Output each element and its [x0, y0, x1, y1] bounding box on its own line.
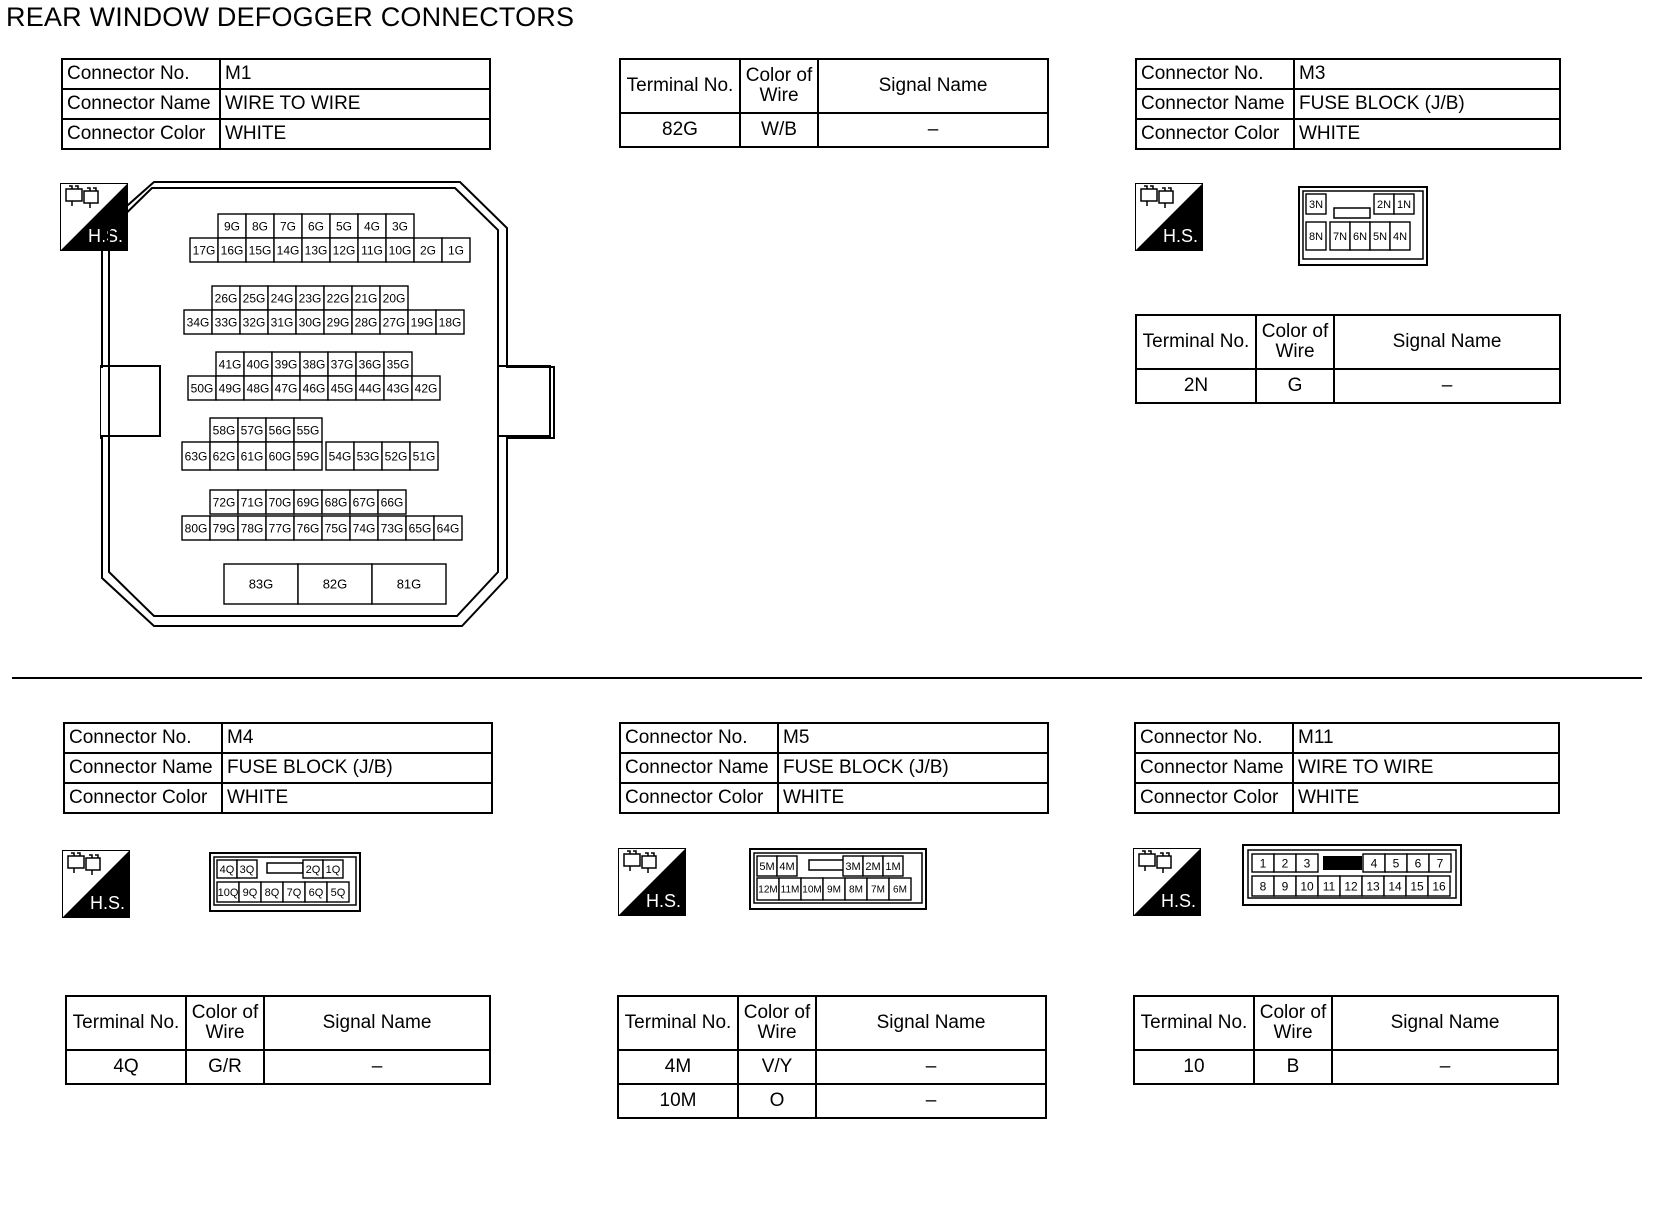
connector-color-label: Connector Color [62, 119, 220, 149]
pin-label: 66G [380, 495, 404, 510]
connector-no-label: Connector No. [620, 723, 778, 753]
pin-label: 12M [758, 884, 778, 896]
terminal-cell: 10M [618, 1084, 738, 1118]
signal-cell: – [1334, 369, 1560, 403]
pin-label: 6N [1352, 230, 1368, 243]
wire-color-header: Color of Wire [1254, 996, 1332, 1050]
pin-label: 7 [1436, 856, 1444, 871]
pin-label: 5M [759, 860, 775, 873]
pin-label: 58G [212, 423, 236, 438]
table-row [1134, 1050, 1558, 1084]
connector-name-value: WIRE TO WIRE [220, 89, 490, 119]
terminal-no-header: Terminal No. [66, 996, 186, 1050]
pin-label: 15G [248, 243, 272, 258]
pin-label: 5N [1372, 230, 1388, 243]
pin-label: 9 [1281, 879, 1289, 894]
connector-name-label: Connector Name [1135, 753, 1293, 783]
pin-label: 52G [384, 449, 408, 464]
pin-label: 26G [214, 291, 238, 306]
connector-face-m11 [1242, 844, 1464, 908]
pin-label: 8N [1308, 230, 1324, 243]
pin-label: 7Q [286, 886, 302, 899]
connector-info-m11 [1134, 722, 1560, 814]
connector-no-label: Connector No. [1136, 59, 1294, 89]
pin-label: 63G [184, 449, 208, 464]
pin-label: 73G [380, 521, 404, 536]
pin-label: 81G [396, 576, 422, 592]
pin-label: 13G [304, 243, 328, 258]
pin-label: 10G [388, 243, 412, 258]
pin-label: 11G [361, 243, 383, 258]
pin-label: 54G [328, 449, 352, 464]
signal-name-header: Signal Name [1334, 315, 1560, 369]
svg-text:H.S.: H.S. [646, 891, 682, 911]
terminal-cell: 2N [1136, 369, 1256, 403]
wire-color-cell: O [738, 1084, 816, 1118]
connector-name-label: Connector Name [620, 753, 778, 783]
section-divider [12, 677, 1642, 679]
pin-label: 8 [1259, 879, 1267, 894]
pin-label: 49G [218, 381, 242, 396]
connector-color-label: Connector Color [64, 783, 222, 813]
pin-label: 5G [335, 219, 353, 234]
harness-side-icon [62, 850, 130, 918]
pin-label: 50G [190, 381, 214, 396]
connector-no-label: Connector No. [1135, 723, 1293, 753]
connector-color-value: WHITE [220, 119, 490, 149]
connector-no-value: M3 [1294, 59, 1560, 89]
pin-label: 9M [827, 884, 841, 896]
pin-label: 48G [246, 381, 270, 396]
pin-label: 1N [1396, 198, 1412, 211]
pin-label: 14 [1388, 879, 1402, 894]
pin-label: 4G [363, 219, 381, 234]
pin-label: 65G [408, 521, 432, 536]
connector-color-value: WHITE [1294, 119, 1560, 149]
pin-label: 6Q [308, 886, 324, 899]
pin-label: 39G [274, 357, 298, 372]
connector-face-m3 [1298, 186, 1430, 270]
pin-label: 1M [885, 860, 901, 873]
table-row [1136, 369, 1560, 403]
signal-cell: – [1332, 1050, 1558, 1084]
terminal-no-header: Terminal No. [1134, 996, 1254, 1050]
terminal-cell: 4M [618, 1050, 738, 1084]
pin-label: 20G [382, 291, 406, 306]
pin-label: 46G [302, 381, 326, 396]
svg-text:H.S.: H.S. [90, 893, 126, 913]
pin-label: 4M [779, 860, 795, 873]
connector-info-m4 [63, 722, 493, 814]
harness-side-icon [1135, 183, 1203, 251]
pin-label: 3N [1308, 198, 1324, 211]
terminal-table-m3 [1135, 314, 1561, 404]
pin-label: 33G [214, 315, 238, 330]
pin-label: 8G [251, 219, 269, 234]
wire-color-cell: V/Y [738, 1050, 816, 1084]
pin-label: 1Q [325, 863, 341, 876]
pin-label: 61G [240, 449, 264, 464]
connector-no-value: M4 [222, 723, 492, 753]
pin-label: 68G [324, 495, 348, 510]
pin-label: 6M [893, 884, 907, 896]
terminal-no-header: Terminal No. [620, 59, 740, 113]
harness-side-icon [618, 848, 686, 916]
pin-label: 30G [298, 315, 322, 330]
harness-side-icon [1133, 848, 1201, 916]
pin-label: 37G [330, 357, 354, 372]
terminal-no-header: Terminal No. [618, 996, 738, 1050]
connector-name-label: Connector Name [64, 753, 222, 783]
pin-label: 82G [322, 576, 348, 592]
pin-label: 28G [354, 315, 378, 330]
pin-label: 62G [212, 449, 236, 464]
connector-color-value: WHITE [1293, 783, 1559, 813]
pin-label: 69G [296, 495, 320, 510]
pin-label: 72G [212, 495, 236, 510]
terminal-cell: 10 [1134, 1050, 1254, 1084]
pin-label: 5Q [330, 886, 346, 899]
connector-name-value: FUSE BLOCK (J/B) [1294, 89, 1560, 119]
pin-label: 57G [240, 423, 264, 438]
pin-label: 1G [447, 243, 465, 258]
pin-label: 9G [223, 219, 241, 234]
terminal-table-m4 [65, 995, 491, 1085]
wire-color-cell: G [1256, 369, 1334, 403]
terminal-table-m5 [617, 995, 1047, 1119]
pin-label: 70G [268, 495, 292, 510]
terminal-cell: 4Q [66, 1050, 186, 1084]
pin-label: 2 [1281, 856, 1289, 871]
pin-label: 7G [279, 219, 297, 234]
pin-label: 60G [268, 449, 292, 464]
pin-label: 19G [410, 315, 434, 330]
wire-color-cell: W/B [740, 113, 818, 147]
terminal-table-m1 [619, 58, 1049, 148]
pin-label: 27G [382, 315, 406, 330]
connector-name-value: FUSE BLOCK (J/B) [778, 753, 1048, 783]
signal-cell: – [264, 1050, 490, 1084]
pin-label: 2Q [305, 863, 321, 876]
wire-color-header: Color of Wire [740, 59, 818, 113]
pin-label: 76G [296, 521, 320, 536]
svg-text:H.S.: H.S. [88, 226, 124, 246]
pin-label: 8Q [264, 886, 280, 899]
pin-label: 3M [845, 860, 861, 873]
pin-label: 34G [186, 315, 210, 330]
connector-name-label: Connector Name [1136, 89, 1294, 119]
pin-label: 45G [330, 381, 354, 396]
connector-color-label: Connector Color [1136, 119, 1294, 149]
connector-no-value: M5 [778, 723, 1048, 753]
connector-no-value: M1 [220, 59, 490, 89]
pin-label: 6 [1414, 856, 1422, 871]
wire-color-header: Color of Wire [186, 996, 264, 1050]
connector-face-m5 [749, 848, 929, 912]
svg-text:H.S.: H.S. [1163, 226, 1199, 246]
wire-color-header: Color of Wire [1256, 315, 1334, 369]
pin-label: 38G [302, 357, 326, 372]
terminal-no-header: Terminal No. [1136, 315, 1256, 369]
pin-label: 32G [242, 315, 266, 330]
connector-color-value: WHITE [778, 783, 1048, 813]
connector-info-m3 [1135, 58, 1561, 150]
pin-label: 71G [240, 495, 264, 510]
pin-label: 7N [1332, 230, 1348, 243]
pin-label: 8M [849, 884, 863, 896]
connector-face-m4 [209, 852, 365, 914]
signal-cell: – [818, 113, 1048, 147]
pin-label: 22G [326, 291, 350, 306]
pin-label: 16 [1432, 879, 1446, 894]
connector-info-m1 [61, 58, 491, 150]
connector-no-label: Connector No. [64, 723, 222, 753]
wire-color-cell: G/R [186, 1050, 264, 1084]
pin-label: 10M [802, 884, 822, 896]
pin-label: 1 [1259, 856, 1267, 871]
pin-label: 29G [326, 315, 350, 330]
pin-label: 83G [248, 576, 274, 592]
pin-label: 23G [298, 291, 322, 306]
pin-label: 17G [192, 243, 216, 258]
pin-label: 31G [270, 315, 294, 330]
connector-name-label: Connector Name [62, 89, 220, 119]
pin-label: 42G [414, 381, 438, 396]
signal-cell: – [816, 1050, 1046, 1084]
pin-label: 16G [220, 243, 244, 258]
pin-label: 44G [358, 381, 382, 396]
pin-label: 77G [268, 521, 292, 536]
pin-label: 40G [246, 357, 270, 372]
connector-no-value: M11 [1293, 723, 1559, 753]
pin-label: 15 [1410, 879, 1424, 894]
pin-label: 41G [218, 357, 242, 372]
terminal-cell: 82G [620, 113, 740, 147]
connector-color-label: Connector Color [620, 783, 778, 813]
pin-label: 3G [391, 219, 409, 234]
pin-label: 7M [871, 884, 885, 896]
wire-color-header: Color of Wire [738, 996, 816, 1050]
pin-label: 11M [780, 884, 800, 896]
pin-label: 24G [270, 291, 294, 306]
pin-label: 35G [386, 357, 410, 372]
pin-label: 2G [419, 243, 437, 258]
pin-label: 43G [386, 381, 410, 396]
pin-label: 2N [1376, 198, 1392, 211]
table-row [620, 113, 1048, 147]
pin-label: 75G [324, 521, 348, 536]
pin-label: 3 [1303, 856, 1311, 871]
signal-cell: – [816, 1084, 1046, 1118]
connector-name-value: FUSE BLOCK (J/B) [222, 753, 492, 783]
wire-color-cell: B [1254, 1050, 1332, 1084]
signal-name-header: Signal Name [264, 996, 490, 1050]
pin-label: 51G [412, 449, 436, 464]
pin-label: 47G [274, 381, 298, 396]
table-row [618, 1084, 1046, 1118]
pin-label: 13 [1366, 879, 1380, 894]
connector-color-label: Connector Color [1135, 783, 1293, 813]
connector-face-m1 [100, 180, 560, 640]
pin-label: 56G [268, 423, 292, 438]
signal-name-header: Signal Name [818, 59, 1048, 113]
pin-label: 11 [1322, 879, 1336, 894]
pin-label: 4N [1392, 230, 1408, 243]
pin-label: 3Q [239, 863, 255, 876]
pin-label: 4Q [219, 863, 235, 876]
pin-label: 64G [436, 521, 460, 536]
pin-label: 18G [438, 315, 462, 330]
pin-label: 74G [352, 521, 376, 536]
pin-label: 80G [184, 521, 208, 536]
pin-label: 12 [1344, 879, 1358, 894]
pin-label: 2M [865, 860, 881, 873]
pin-label: 59G [296, 449, 320, 464]
page-title: REAR WINDOW DEFOGGER CONNECTORS [6, 2, 575, 32]
pin-label: 10Q [217, 886, 239, 899]
pin-label: 4 [1370, 856, 1378, 871]
table-row [618, 1050, 1046, 1084]
pin-label: 9Q [242, 886, 258, 899]
pin-label: 67G [352, 495, 376, 510]
pin-label: 12G [332, 243, 356, 258]
pin-label: 5 [1392, 856, 1400, 871]
pin-label: 6G [307, 219, 325, 234]
pin-label: 14G [276, 243, 300, 258]
connector-no-label: Connector No. [62, 59, 220, 89]
connector-name-value: WIRE TO WIRE [1293, 753, 1559, 783]
signal-name-header: Signal Name [816, 996, 1046, 1050]
pin-label: 79G [212, 521, 236, 536]
pin-label: 10 [1300, 879, 1314, 894]
pin-label: 25G [242, 291, 266, 306]
connector-info-m5 [619, 722, 1049, 814]
table-row [66, 1050, 490, 1084]
pin-label: 53G [356, 449, 380, 464]
pin-label: 78G [240, 521, 264, 536]
terminal-table-m11 [1133, 995, 1559, 1085]
signal-name-header: Signal Name [1332, 996, 1558, 1050]
svg-text:H.S.: H.S. [1161, 891, 1197, 911]
pin-label: 55G [296, 423, 320, 438]
connector-color-value: WHITE [222, 783, 492, 813]
pin-label: 36G [358, 357, 382, 372]
pin-label: 21G [354, 291, 378, 306]
